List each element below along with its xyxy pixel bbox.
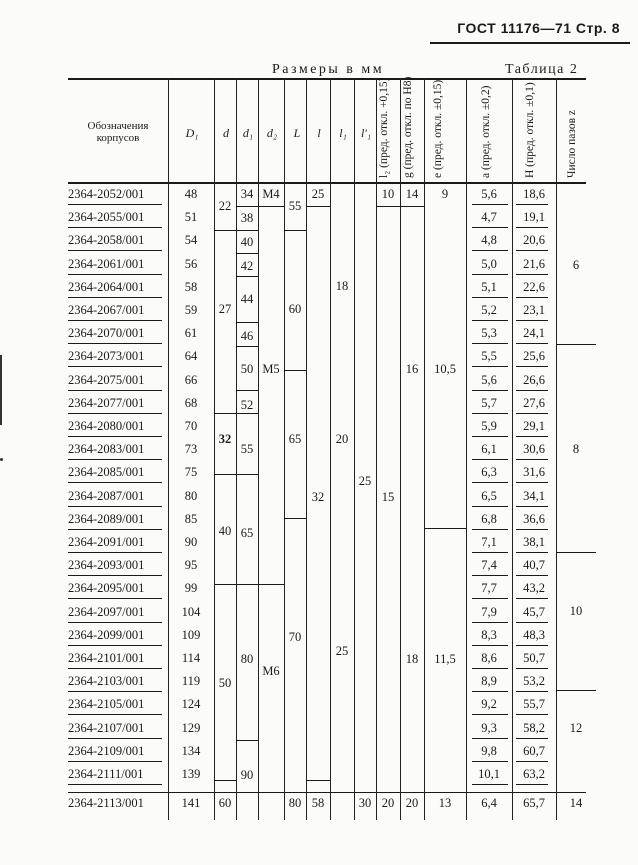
row-designation: 2364-2083/001 bbox=[68, 442, 145, 457]
row-underline bbox=[472, 459, 508, 460]
row-designation: 2364-2067/001 bbox=[68, 303, 145, 317]
a-value: 8,9 bbox=[481, 674, 497, 689]
H-value: 43,2 bbox=[523, 581, 545, 596]
group-rule bbox=[258, 206, 284, 207]
row-underline bbox=[68, 482, 162, 483]
D1-value: 85 bbox=[184, 511, 198, 526]
a-value: 5,0 bbox=[481, 256, 497, 271]
row-designation: 2364-2077/001 bbox=[68, 395, 145, 410]
z-value: 8 bbox=[572, 442, 580, 456]
H-value: 30,6 bbox=[523, 442, 545, 457]
z-value: 10 bbox=[569, 604, 583, 618]
l1prime-value: 30 bbox=[358, 796, 372, 810]
D1-value: 134 bbox=[181, 743, 201, 758]
col-d: d bbox=[223, 126, 229, 140]
a-value: 5,7 bbox=[481, 395, 497, 410]
row-underline bbox=[68, 343, 162, 344]
row-underline bbox=[68, 506, 162, 507]
row-underline bbox=[516, 250, 548, 251]
l1-value: 20 bbox=[335, 432, 349, 446]
row-underline bbox=[68, 297, 162, 298]
d1-value: 65 bbox=[240, 526, 254, 540]
d-value: 40 bbox=[218, 524, 232, 538]
row-underline bbox=[516, 366, 548, 367]
row-underline bbox=[68, 784, 162, 785]
row-underline bbox=[68, 691, 162, 692]
row-underline bbox=[516, 297, 548, 298]
row-underline bbox=[516, 738, 548, 739]
group-rule bbox=[236, 322, 258, 323]
row-designation: 2364-2095/001 bbox=[68, 581, 145, 596]
D1-value: 95 bbox=[184, 558, 198, 573]
group-rule bbox=[214, 474, 236, 475]
row-underline bbox=[472, 552, 508, 553]
H-value: 34,1 bbox=[523, 488, 545, 503]
row-designation: 2364-2080/001 bbox=[68, 419, 145, 433]
row-underline bbox=[516, 436, 548, 437]
g-value: 18 bbox=[405, 652, 419, 666]
a-value: 5,5 bbox=[481, 349, 497, 364]
a-value: 6,5 bbox=[481, 488, 497, 503]
H-value: 27,6 bbox=[523, 395, 545, 410]
group-rule bbox=[556, 552, 596, 553]
z-value: 12 bbox=[569, 721, 583, 735]
D1-value: 99 bbox=[184, 581, 198, 596]
row-underline bbox=[472, 714, 508, 715]
D1-value: 90 bbox=[184, 535, 198, 549]
D1-value: 61 bbox=[184, 326, 198, 341]
D1-value: 66 bbox=[184, 372, 198, 387]
row-underline bbox=[68, 413, 162, 414]
group-rule bbox=[236, 276, 258, 277]
l1-value: 25 bbox=[335, 644, 349, 658]
d2-value: M5 bbox=[262, 362, 280, 376]
a-value: 5,3 bbox=[481, 326, 497, 341]
group-rule bbox=[424, 528, 466, 529]
row-underline bbox=[472, 274, 508, 275]
d1-value: 44 bbox=[240, 292, 254, 306]
group-rule bbox=[306, 206, 330, 207]
D1-value: 48 bbox=[184, 187, 198, 201]
binding-dot bbox=[0, 458, 3, 461]
g-value: 14 bbox=[405, 187, 419, 201]
last-row-rule bbox=[68, 792, 586, 793]
row-underline bbox=[68, 459, 162, 460]
row-underline bbox=[68, 668, 162, 669]
row-underline bbox=[516, 645, 548, 646]
H-value: 25,6 bbox=[523, 349, 545, 364]
row-underline bbox=[516, 784, 548, 785]
group-rule bbox=[258, 584, 284, 585]
group-rule bbox=[284, 370, 306, 371]
col-d1: d₁ bbox=[242, 126, 254, 140]
a-value: 5,6 bbox=[481, 187, 497, 201]
row-underline bbox=[68, 714, 162, 715]
group-rule bbox=[236, 230, 258, 231]
row-underline bbox=[516, 274, 548, 275]
row-designation: 2364-2070/001 bbox=[68, 326, 145, 341]
row-underline bbox=[68, 738, 162, 739]
H-value: 31,6 bbox=[523, 465, 545, 480]
D1-value: 51 bbox=[184, 210, 198, 225]
group-rule bbox=[556, 344, 596, 345]
row-underline bbox=[68, 436, 162, 437]
row-designation: 2364-2087/001 bbox=[68, 488, 145, 503]
H-value: 20,6 bbox=[523, 233, 545, 248]
H-value: 36,6 bbox=[523, 511, 545, 526]
row-underline bbox=[68, 761, 162, 762]
row-underline bbox=[68, 622, 162, 623]
col-a: a (пред. откл. ±0,2) bbox=[480, 85, 492, 178]
l2-value: 15 bbox=[381, 490, 395, 504]
a-value: 9,3 bbox=[481, 720, 497, 735]
H-value: 55,7 bbox=[523, 697, 545, 712]
group-rule bbox=[236, 413, 258, 414]
g-value: 16 bbox=[405, 362, 419, 376]
table-label: Таблица 2 bbox=[505, 62, 579, 77]
group-rule bbox=[236, 740, 258, 741]
row-underline bbox=[516, 390, 548, 391]
row-designation: 2364-2061/001 bbox=[68, 256, 145, 271]
H-value: 19,1 bbox=[523, 210, 545, 225]
row-underline bbox=[68, 320, 162, 321]
row-underline bbox=[472, 598, 508, 599]
d-value: 22 bbox=[218, 199, 232, 213]
a-value: 7,9 bbox=[481, 604, 497, 619]
row-underline bbox=[472, 204, 508, 205]
a-value: 6,1 bbox=[481, 442, 497, 457]
col-l1: l₁ bbox=[339, 126, 347, 140]
row-underline bbox=[472, 343, 508, 344]
d1-value: 90 bbox=[240, 768, 254, 782]
e-value: 10,5 bbox=[434, 362, 456, 376]
row-underline bbox=[472, 506, 508, 507]
row-underline bbox=[472, 575, 508, 576]
row-underline bbox=[68, 598, 162, 599]
col-line bbox=[330, 78, 331, 820]
l1-value: 18 bbox=[335, 279, 349, 293]
row-underline bbox=[516, 482, 548, 483]
units-caption: Размеры в мм bbox=[272, 62, 385, 77]
D1-value: 104 bbox=[181, 604, 201, 619]
row-designation: 2364-2073/001 bbox=[68, 349, 145, 364]
a-value: 4,7 bbox=[481, 210, 497, 225]
a-value: 4,8 bbox=[481, 233, 497, 248]
H-value: 23,1 bbox=[523, 303, 545, 317]
a-value: 8,3 bbox=[481, 627, 497, 642]
col-g: g (пред. откл. по H8) bbox=[402, 76, 414, 178]
l-value: 32 bbox=[311, 490, 325, 504]
row-underline bbox=[516, 691, 548, 692]
row-underline bbox=[472, 227, 508, 228]
d1-value: 40 bbox=[240, 235, 254, 249]
group-rule bbox=[236, 474, 258, 475]
H-value: 48,3 bbox=[523, 627, 545, 642]
row-underline bbox=[472, 784, 508, 785]
row-underline bbox=[516, 761, 548, 762]
H-value: 29,1 bbox=[523, 419, 545, 433]
col-designation: Обозначения корпусов bbox=[87, 120, 149, 144]
col-z: Число пазов z bbox=[566, 110, 578, 178]
D1-value: 56 bbox=[184, 256, 198, 271]
d2-value: M6 bbox=[262, 664, 280, 678]
D1-value: 80 bbox=[184, 488, 198, 503]
D1-value: 114 bbox=[181, 651, 201, 665]
row-underline bbox=[516, 320, 548, 321]
row-underline bbox=[516, 598, 548, 599]
standard-reference: ГОСТ 11176—71 Стр. 8 bbox=[457, 20, 620, 36]
row-underline bbox=[68, 529, 162, 530]
d-value: 60 bbox=[218, 796, 232, 810]
row-designation: 2364-2113/001 bbox=[68, 796, 144, 810]
a-value: 10,1 bbox=[478, 767, 500, 781]
row-underline bbox=[516, 227, 548, 228]
row-underline bbox=[472, 761, 508, 762]
D1-value: 70 bbox=[184, 419, 198, 433]
d-value: 50 bbox=[218, 676, 232, 690]
row-underline bbox=[516, 668, 548, 669]
header-rule bbox=[430, 42, 630, 44]
row-designation: 2364-2058/001 bbox=[68, 233, 145, 248]
row-designation: 2364-2055/001 bbox=[68, 210, 145, 225]
row-underline bbox=[516, 552, 548, 553]
l-value: 58 bbox=[311, 796, 325, 810]
col-line bbox=[284, 78, 285, 820]
D1-value: 54 bbox=[184, 233, 198, 248]
d1-value: 42 bbox=[240, 259, 254, 273]
a-value: 5,1 bbox=[481, 279, 497, 294]
row-designation: 2364-2105/001 bbox=[68, 697, 145, 712]
col-l1prime: l'₁ bbox=[360, 126, 372, 140]
a-value: 5,6 bbox=[481, 372, 497, 387]
row-designation: 2364-2093/001 bbox=[68, 558, 145, 573]
row-underline bbox=[68, 575, 162, 576]
D1-value: 139 bbox=[181, 767, 201, 781]
l1prime-value: 25 bbox=[358, 474, 372, 488]
H-value: 53,2 bbox=[523, 674, 545, 689]
col-d2: d₂ bbox=[266, 126, 278, 140]
D1-value: 119 bbox=[181, 674, 201, 689]
a-value: 5,2 bbox=[481, 303, 497, 317]
L-value: 80 bbox=[288, 796, 302, 810]
a-value: 9,8 bbox=[481, 743, 497, 758]
d1-value: 46 bbox=[240, 329, 254, 343]
col-D1: D₁ bbox=[185, 126, 199, 140]
col-e: e (пред. откл. ±0,15) bbox=[432, 79, 444, 178]
row-designation: 2364-2101/001 bbox=[68, 651, 145, 665]
row-designation: 2364-2089/001 bbox=[68, 511, 145, 526]
L-value: 65 bbox=[288, 432, 302, 446]
row-underline bbox=[516, 622, 548, 623]
L-value: 70 bbox=[288, 630, 302, 644]
group-rule bbox=[284, 518, 306, 519]
row-underline bbox=[516, 506, 548, 507]
z-value: 6 bbox=[572, 258, 580, 272]
a-value: 9,2 bbox=[481, 697, 497, 712]
e-value: 13 bbox=[438, 796, 452, 810]
a-value: 8,6 bbox=[481, 651, 497, 665]
row-underline bbox=[472, 366, 508, 367]
row-underline bbox=[472, 320, 508, 321]
a-value: 5,9 bbox=[481, 419, 497, 433]
a-value: 6,3 bbox=[481, 465, 497, 480]
group-rule bbox=[214, 413, 236, 414]
row-designation: 2364-2103/001 bbox=[68, 674, 145, 689]
H-value: 18,6 bbox=[523, 187, 545, 201]
H-value: 50,7 bbox=[523, 651, 545, 665]
H-value: 63,2 bbox=[523, 767, 545, 781]
H-value: 40,7 bbox=[523, 558, 545, 573]
row-designation: 2364-2111/001 bbox=[68, 767, 144, 781]
row-underline bbox=[472, 668, 508, 669]
group-rule bbox=[306, 780, 330, 781]
D1-value: 109 bbox=[181, 627, 201, 642]
row-underline bbox=[68, 390, 162, 391]
row-underline bbox=[68, 227, 162, 228]
row-underline bbox=[472, 622, 508, 623]
col-l2: l₂ (пред. откл. +0,15) bbox=[378, 77, 390, 178]
d-value: 32 bbox=[218, 432, 232, 446]
d1-value: 34 bbox=[240, 187, 254, 201]
group-rule bbox=[214, 230, 236, 231]
row-underline bbox=[472, 436, 508, 437]
row-underline bbox=[472, 645, 508, 646]
group-rule bbox=[236, 346, 258, 347]
D1-value: 73 bbox=[184, 442, 198, 457]
H-value: 38,1 bbox=[523, 535, 545, 549]
row-underline bbox=[516, 529, 548, 530]
group-rule bbox=[214, 780, 236, 781]
H-value: 60,7 bbox=[523, 743, 545, 758]
col-L: L bbox=[293, 126, 301, 140]
group-rule bbox=[376, 206, 400, 207]
row-underline bbox=[516, 204, 548, 205]
H-value: 58,2 bbox=[523, 720, 545, 735]
D1-value: 59 bbox=[184, 303, 198, 317]
group-rule bbox=[236, 390, 258, 391]
d1-value: 55 bbox=[240, 442, 254, 456]
row-underline bbox=[516, 714, 548, 715]
table-top-rule bbox=[68, 78, 586, 80]
row-underline bbox=[472, 390, 508, 391]
group-rule bbox=[556, 690, 596, 691]
D1-value: 129 bbox=[181, 720, 201, 735]
a-value: 7,1 bbox=[481, 535, 497, 549]
row-underline bbox=[68, 366, 162, 367]
e-value: 9 bbox=[441, 187, 449, 201]
row-designation: 2364-2085/001 bbox=[68, 465, 145, 480]
group-rule bbox=[236, 253, 258, 254]
row-underline bbox=[68, 552, 162, 553]
d1-value: 80 bbox=[240, 652, 254, 666]
col-l: l bbox=[317, 126, 321, 140]
d-value: 27 bbox=[218, 302, 232, 316]
row-underline bbox=[472, 482, 508, 483]
row-underline bbox=[68, 645, 162, 646]
D1-value: 64 bbox=[184, 349, 198, 364]
row-underline bbox=[68, 204, 162, 205]
row-underline bbox=[516, 459, 548, 460]
H-value: 22,6 bbox=[523, 279, 545, 294]
D1-value: 75 bbox=[184, 465, 198, 480]
z-value: 14 bbox=[569, 796, 583, 810]
D1-value: 141 bbox=[181, 796, 201, 810]
l2-value: 10 bbox=[381, 187, 395, 201]
a-value: 6,8 bbox=[481, 511, 497, 526]
row-underline bbox=[472, 250, 508, 251]
row-underline bbox=[472, 691, 508, 692]
row-designation: 2364-2107/001 bbox=[68, 720, 145, 735]
header-bottom-rule bbox=[68, 182, 586, 184]
L-value: 55 bbox=[288, 199, 302, 213]
row-underline bbox=[472, 529, 508, 530]
l2-value: 20 bbox=[381, 796, 395, 810]
row-underline bbox=[516, 343, 548, 344]
H-value: 65,7 bbox=[523, 796, 545, 810]
row-underline bbox=[472, 413, 508, 414]
row-designation: 2364-2109/001 bbox=[68, 743, 145, 758]
g-value: 20 bbox=[405, 796, 419, 810]
l-value: 25 bbox=[311, 187, 325, 201]
D1-value: 58 bbox=[184, 279, 198, 294]
d1-value: 50 bbox=[240, 362, 254, 376]
row-underline bbox=[516, 413, 548, 414]
row-underline bbox=[68, 274, 162, 275]
group-rule bbox=[236, 206, 258, 207]
row-designation: 2364-2075/001 bbox=[68, 372, 145, 387]
row-designation: 2364-2052/001 bbox=[68, 187, 145, 201]
group-rule bbox=[284, 230, 306, 231]
d2-value: M4 bbox=[262, 187, 280, 201]
row-designation: 2364-2097/001 bbox=[68, 604, 145, 619]
D1-value: 124 bbox=[181, 697, 201, 712]
H-value: 45,7 bbox=[523, 604, 545, 619]
D1-value: 68 bbox=[184, 395, 198, 410]
binding-mark bbox=[0, 355, 2, 425]
row-designation: 2364-2064/001 bbox=[68, 279, 145, 294]
row-underline bbox=[472, 297, 508, 298]
d1-value: 38 bbox=[240, 211, 254, 225]
group-rule bbox=[214, 584, 236, 585]
row-designation: 2364-2099/001 bbox=[68, 627, 145, 642]
col-line bbox=[354, 78, 355, 820]
row-designation: 2364-2091/001 bbox=[68, 535, 145, 549]
a-value: 6,4 bbox=[481, 796, 497, 810]
e-value: 11,5 bbox=[434, 652, 456, 666]
group-rule bbox=[236, 584, 258, 585]
row-underline bbox=[516, 575, 548, 576]
col-line bbox=[214, 78, 215, 820]
row-underline bbox=[68, 250, 162, 251]
H-value: 26,6 bbox=[523, 372, 545, 387]
d1-value: 52 bbox=[240, 398, 254, 412]
H-value: 24,1 bbox=[523, 326, 545, 341]
col-H: H (пред. откл. ±0,1) bbox=[524, 82, 536, 178]
H-value: 21,6 bbox=[523, 256, 545, 271]
row-underline bbox=[472, 738, 508, 739]
a-value: 7,4 bbox=[481, 558, 497, 573]
L-value: 60 bbox=[288, 302, 302, 316]
group-rule bbox=[400, 206, 424, 207]
a-value: 7,7 bbox=[481, 581, 497, 596]
